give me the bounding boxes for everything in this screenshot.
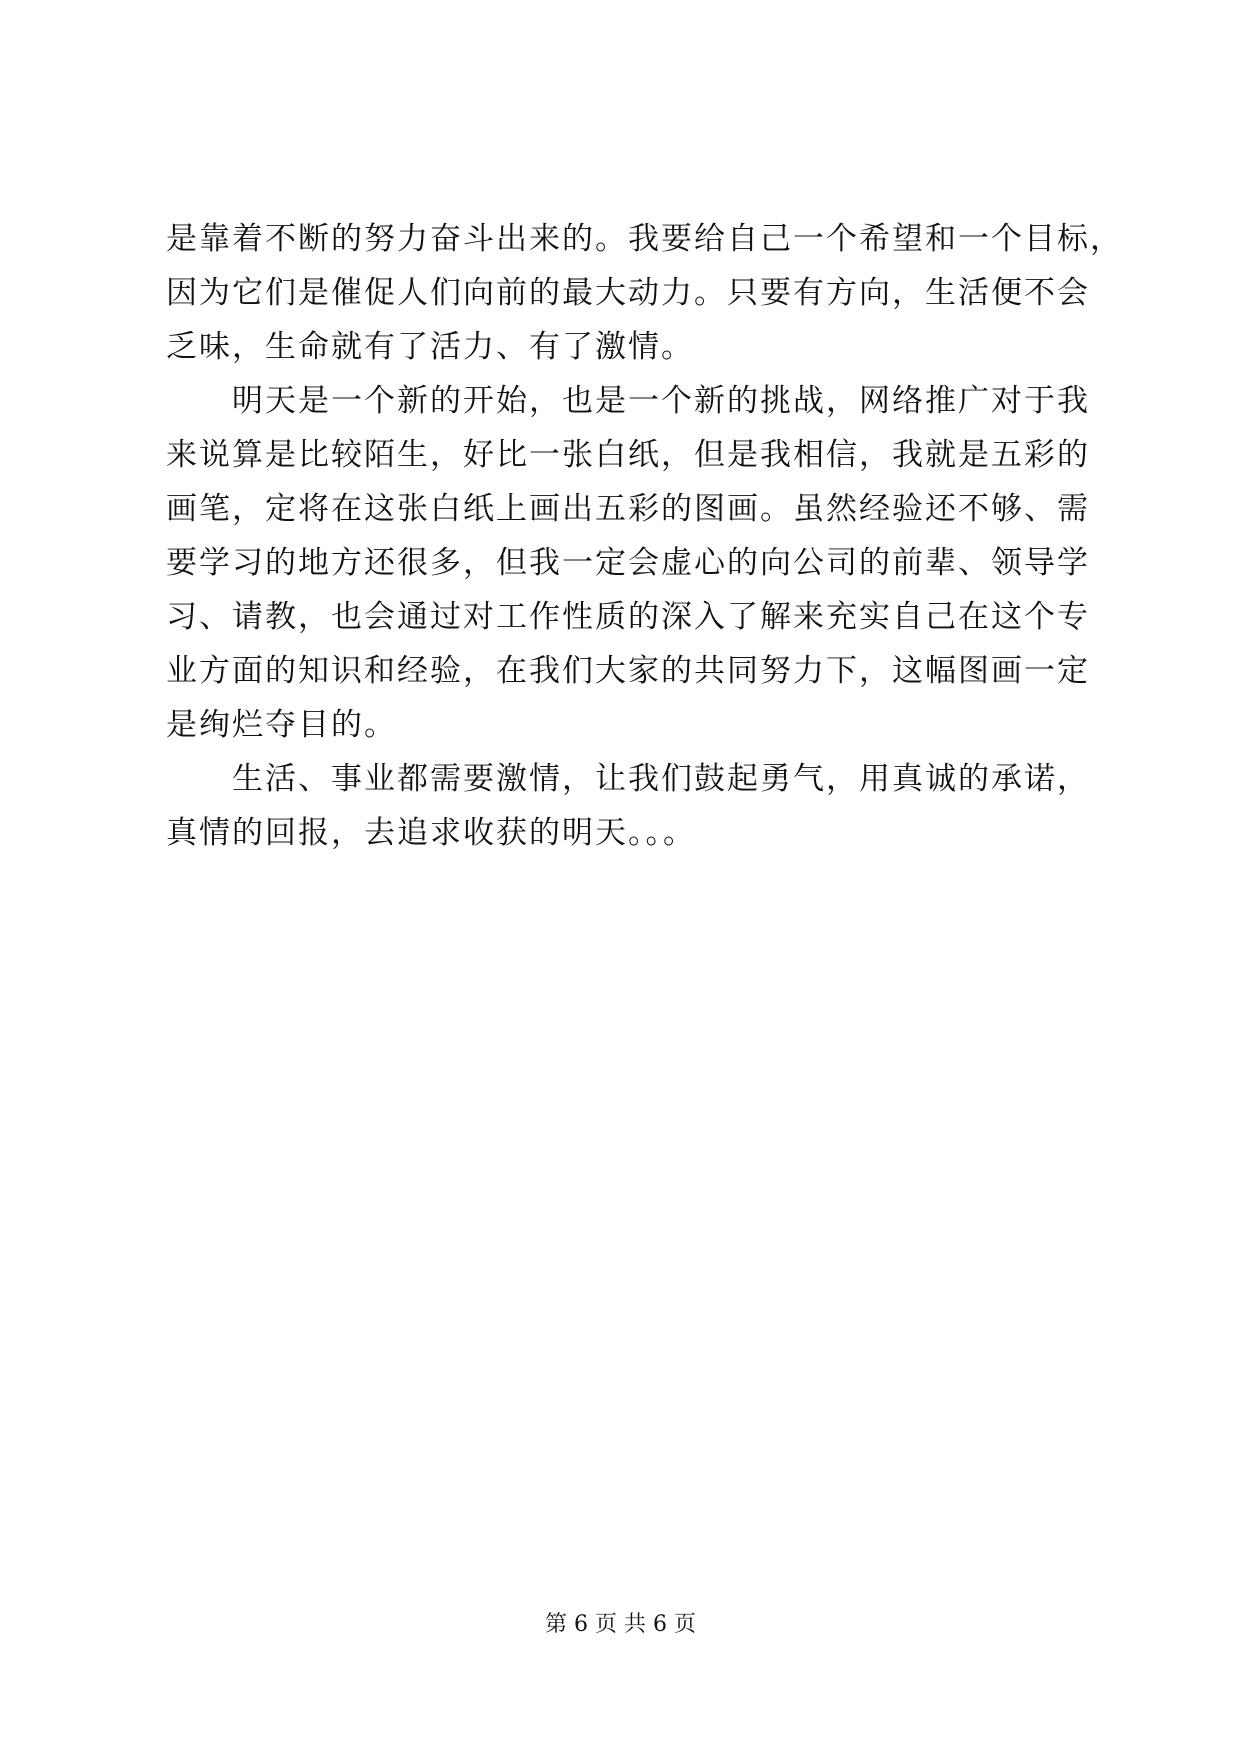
paragraph-1-line-1: 是靠着不断的努力奋斗出来的。我要给自己一个希望和一个目标， xyxy=(166,221,1123,257)
paragraph-2-line-7: 是绚烂夺目的。 xyxy=(166,707,397,743)
paragraph-3-line-1: 生活、事业都需要激情，让我们鼓起勇气，用真诚的承诺， xyxy=(232,761,1090,797)
paragraph-2-line-6: 业方面的知识和经验，在我们大家的共同努力下，这幅图画一定 xyxy=(166,653,1090,689)
paragraph-3-line-2: 真情的回报，去追求收获的明天。。。 xyxy=(166,815,696,851)
paragraph-1-line-2: 因为它们是催促人们向前的最大动力。只要有方向，生活便不会 xyxy=(166,275,1090,311)
paragraph-2-line-5: 习、请教，也会通过对工作性质的深入了解来充实自己在这个专 xyxy=(166,599,1090,635)
page-number-footer: 第 6 页 共 6 页 xyxy=(545,1612,696,1637)
paragraph-1-line-3: 乏味，生命就有了活力、有了激情。 xyxy=(166,329,694,365)
paragraph-2-line-4: 要学习的地方还很多，但我一定会虚心的向公司的前辈、领导学 xyxy=(166,545,1090,581)
paragraph-2-line-3: 画笔，定将在这张白纸上画出五彩的图画。虽然经验还不够、需 xyxy=(166,491,1090,527)
paragraph-2-line-1: 明天是一个新的开始，也是一个新的挑战，网络推广对于我 xyxy=(232,383,1090,419)
paragraph-2-line-2: 来说算是比较陌生，好比一张白纸，但是我相信，我就是五彩的 xyxy=(166,437,1090,473)
